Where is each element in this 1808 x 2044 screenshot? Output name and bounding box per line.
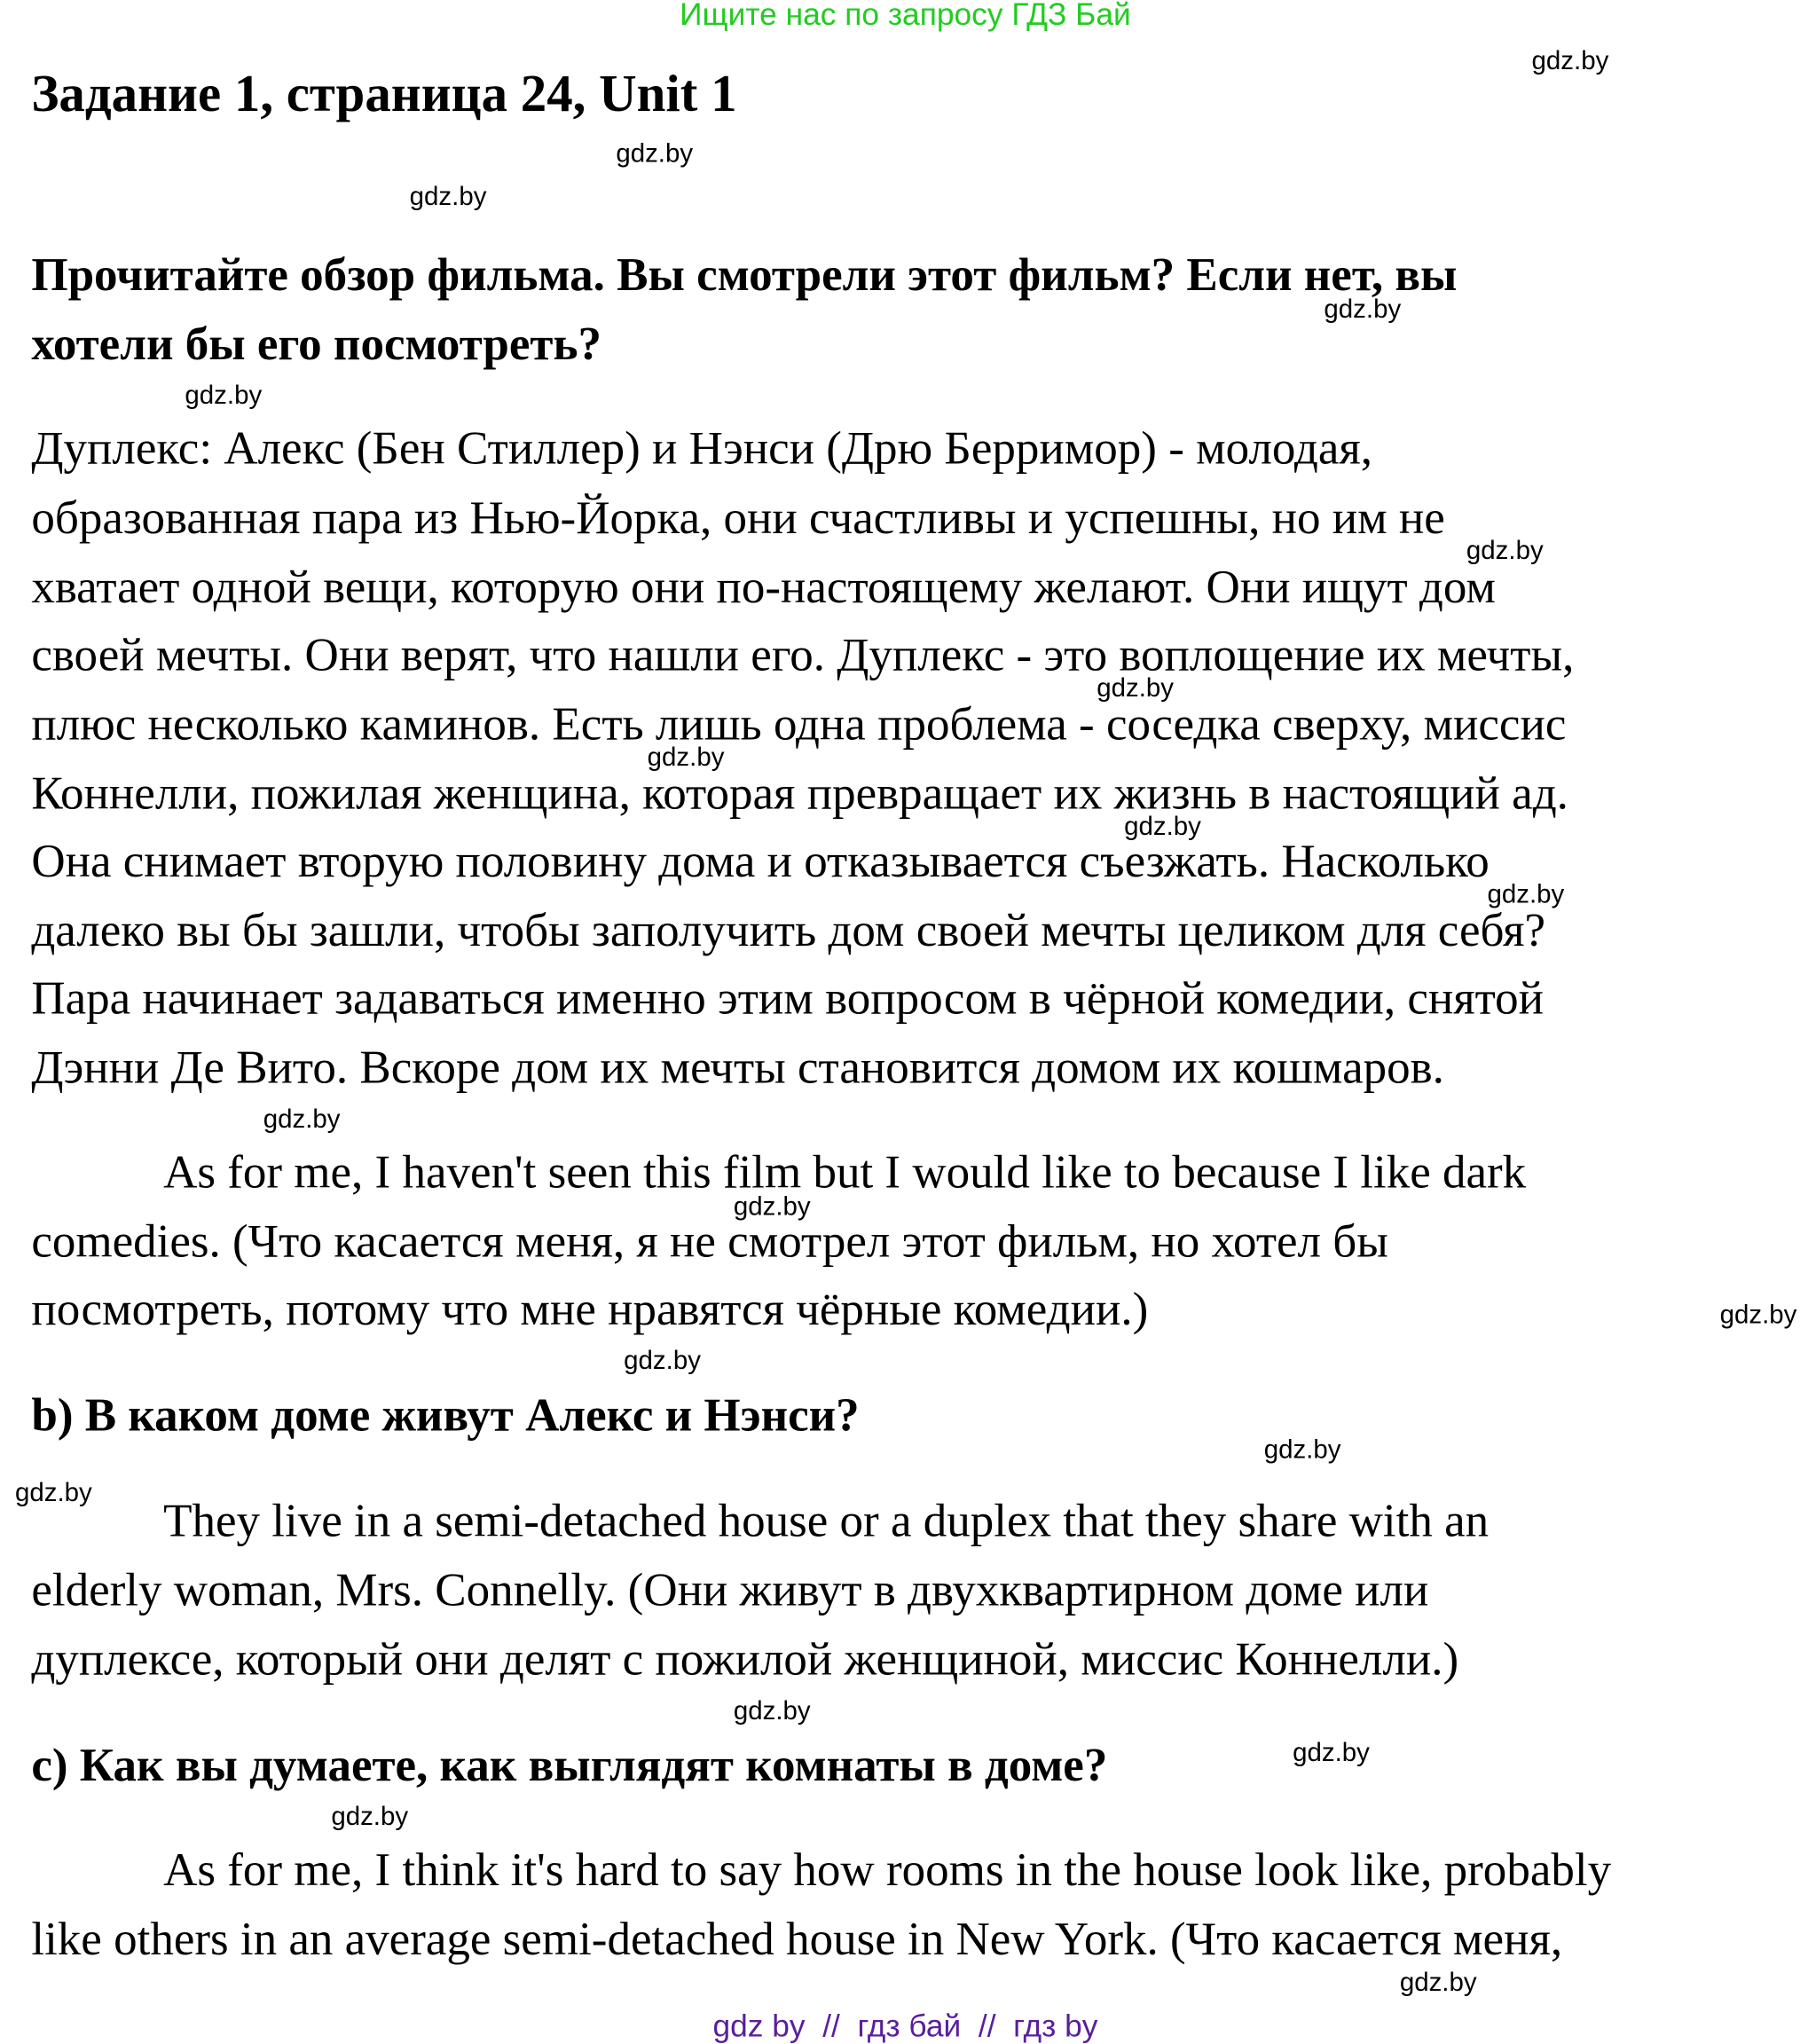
review-line: Дэнни Де Вито. Вскоре дом их мечты становится домом их кошмаров. <box>31 1041 1444 1094</box>
watermark: gdz.by <box>1487 880 1565 909</box>
footer-links[interactable]: gdz by // гдз бай // гдз by <box>712 2009 1098 2044</box>
watermark: gdz.by <box>624 1347 701 1376</box>
review-line: своей мечты. Они верят, что нашли его. Дуплекс - это воплощение их мечты, <box>31 628 1575 681</box>
answer-b-line: elderly woman, Mrs. Connelly. (Они живут в двухквартирном доме или <box>31 1563 1429 1616</box>
question-c: c) Как вы думаете, как выглядят комнаты в доме? <box>31 1738 1108 1791</box>
page-title: Задание 1, страница 24, Unit 1 <box>31 64 737 123</box>
watermark: gdz.by <box>1124 812 1201 842</box>
watermark: gdz.by <box>647 743 725 773</box>
review-line: Она снимает вторую половину дома и отказывается съезжать. Насколько <box>31 834 1490 887</box>
watermark: gdz.by <box>616 139 694 169</box>
watermark: gdz.by <box>185 381 263 411</box>
review-line: Дуплекс: Алекс (Бен Стиллер) и Нэнси (Дрю Берримор) - молодая, <box>31 421 1373 475</box>
watermark: gdz.by <box>733 1696 811 1726</box>
watermark: gdz.by <box>1293 1738 1370 1768</box>
watermark: gdz.by <box>331 1803 409 1832</box>
review-line: образованная пара из Нью-Йорка, они счастливы и успешны, но им не <box>31 491 1445 544</box>
watermark: gdz.by <box>1324 295 1402 325</box>
watermark: gdz.by <box>1719 1301 1797 1331</box>
answer-a-line: посмотреть, потому что мне нравятся чёрные комедии.) <box>31 1282 1149 1335</box>
watermark: gdz.by <box>1531 47 1609 76</box>
answer-b-line: They live in a semi-detached house or a duplex that they share with an <box>163 1494 1490 1547</box>
watermark: gdz.by <box>1466 537 1544 566</box>
watermark: gdz.by <box>733 1192 811 1222</box>
review-line: Пара начинает задаваться именно этим вопросом в чёрной комедии, снятой <box>31 971 1545 1025</box>
answer-a-line: comedies. (Что касается меня, я не смотрел этот фильм, но хотел бы <box>31 1215 1388 1268</box>
task-heading-line: хотели бы его посмотреть? <box>31 317 601 370</box>
watermark: gdz.by <box>1097 673 1174 704</box>
search-banner: Ищите нас по запросу ГДЗ Бай <box>680 0 1131 33</box>
answer-c-line: As for me, I think it's hard to say how rooms in the house look like, probably <box>163 1843 1612 1896</box>
review-line: плюс несколько каминов. Есть лишь одна проблема - соседка сверху, миссис <box>31 697 1567 751</box>
answer-a-line: As for me, I haven't seen this film but I would like to because I like dark <box>163 1145 1527 1199</box>
watermark: gdz.by <box>1399 1969 1477 1998</box>
question-b: b) В каком доме живут Алекс и Нэнси? <box>31 1388 860 1442</box>
watermark: gdz.by <box>263 1105 341 1135</box>
watermark: gdz.by <box>1263 1435 1341 1465</box>
watermark: gdz.by <box>409 183 487 212</box>
answer-c-line: like others in an average semi-detached house in New York. (Что касается меня, <box>31 1912 1563 1965</box>
review-line: Коннелли, пожилая женщина, которая превращает их жизнь в настоящий ад. <box>31 766 1568 820</box>
watermark: gdz.by <box>14 1478 92 1508</box>
answer-b-line: дуплексе, который они делят с пожилой женщиной, миссис Коннелли.) <box>31 1632 1459 1686</box>
review-line: хватает одной вещи, которую они по-настоящему желают. Они ищут дом <box>31 560 1496 613</box>
review-line: далеко вы бы зашли, чтобы заполучить дом своей мечты целиком для себя? <box>31 903 1546 956</box>
task-heading-line: Прочитайте обзор фильма. Вы смотрели этот фильм? Если нет, вы <box>31 248 1458 301</box>
